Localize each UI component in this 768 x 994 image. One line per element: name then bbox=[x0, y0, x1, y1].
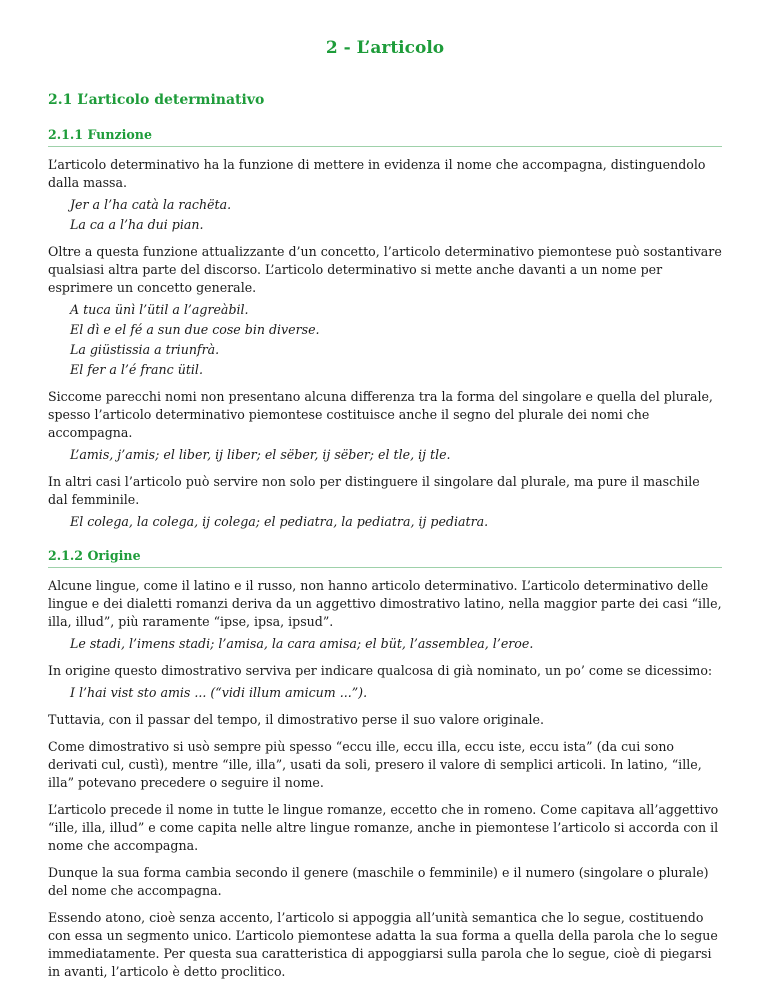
example-line: I l’hai vist sto amis ... (“vidi illum amicum ...”). bbox=[70, 685, 368, 700]
paragraph: Come dimostrativo si usò sempre più spesso “eccu ille, eccu illa, eccu iste, eccu ista” (da cui sono derivati cul, custì), mentre “ille, illa”, usati da soli, presero il valore di semplici articoli. In latino, “ille, illa” potevano precedere o seguire il nome. bbox=[48, 739, 702, 790]
paragraph: L’articolo precede il nome in tutte le lingue romanze, eccetto che in romeno. Come capitava all’aggettivo “ille, illa, illud” e come capita nelle altre lingue romanze, anche in piemontese l’articolo si accorda con il nome che accompagna. bbox=[48, 802, 719, 853]
chapter-title: 2 - L’articolo bbox=[325, 38, 445, 58]
subsection-heading-origine: 2.1.2 Origine bbox=[48, 547, 722, 568]
paragraph: In origine questo dimostrativo serviva per indicare qualcosa di già nominato, un po’ come se dicessimo: bbox=[48, 663, 713, 678]
example-line: L’amis, j’amis; el liber, ij liber; el sëber, ij sëber; el tle, ij tle. bbox=[70, 447, 451, 462]
example-line: El fer a l’é franc ütil. bbox=[70, 362, 203, 377]
section-heading: 2.1 L’articolo determinativo bbox=[48, 92, 265, 108]
paragraph: In altri casi l’articolo può servire non solo per distinguere il singolare dal plurale, ma pure il maschile dal femminile. bbox=[48, 474, 700, 507]
example-line: Le stadi, l’imens stadi; l’amisa, la cara amisa; el büt, l’assemblea, l’eroe. bbox=[70, 636, 534, 651]
example-line: El colega, la colega, ij colega; el pediatra, la pediatra, ij pediatra. bbox=[70, 514, 489, 529]
paragraph: Oltre a questa funzione attualizzante d’un concetto, l’articolo determinativo piemontese può sostantivare qualsiasi altra parte del discorso. L’articolo determinativo si mette anche davanti a un nome per esprimere un concetto generale. bbox=[48, 244, 722, 295]
example-line: A tuca ünì l’ütil a l’agreàbil. bbox=[70, 302, 249, 317]
paragraph: L’articolo determinativo ha la funzione di mettere in evidenza il nome che accompagna, distinguendolo dalla massa. bbox=[48, 157, 706, 190]
subsection-heading-funzione: 2.1.1 Funzione bbox=[48, 126, 722, 147]
example-line: Jer a l’ha catà la rachëta. bbox=[70, 197, 232, 212]
paragraph: Dunque la sua forma cambia secondo il genere (maschile o femminile) e il numero (singolare o plurale) del nome che accompagna. bbox=[48, 865, 709, 898]
example-line: El dì e el fé a sun due cose bin diverse. bbox=[70, 322, 320, 337]
paragraph: Tuttavia, con il passar del tempo, il dimostrativo perse il suo valore originale. bbox=[48, 712, 545, 727]
paragraph: Alcune lingue, come il latino e il russo, non hanno articolo determinativo. L’articolo determinativo delle lingue e dei dialetti romanzi deriva da un aggettivo dimostrativo latino, nella maggior parte dei casi “ille, illa, illud”, più raramente “ipse, ipsa, ipsud”. bbox=[48, 578, 722, 629]
paragraph: Siccome parecchi nomi non presentano alcuna differenza tra la forma del singolare e quella del plurale, spesso l’articolo determinativo piemontese costituisce anche il segno del plurale dei nomi che accompagna. bbox=[48, 389, 713, 440]
example-line: La giüstissia a triunfrà. bbox=[70, 342, 220, 357]
paragraph: Essendo atono, cioè senza accento, l’articolo si appoggia all’unità semantica che lo segue, costituendo con essa un segmento unico. L’articolo piemontese adatta la sua forma a quella della parola che lo segue immediatamente. Per questa sua caratteristica di appoggiarsi sulla parola che lo segue, cioè di piegarsi in avanti, l’articolo è detto proclitico. bbox=[48, 910, 718, 979]
example-line: La ca a l’ha dui pian. bbox=[70, 217, 204, 232]
